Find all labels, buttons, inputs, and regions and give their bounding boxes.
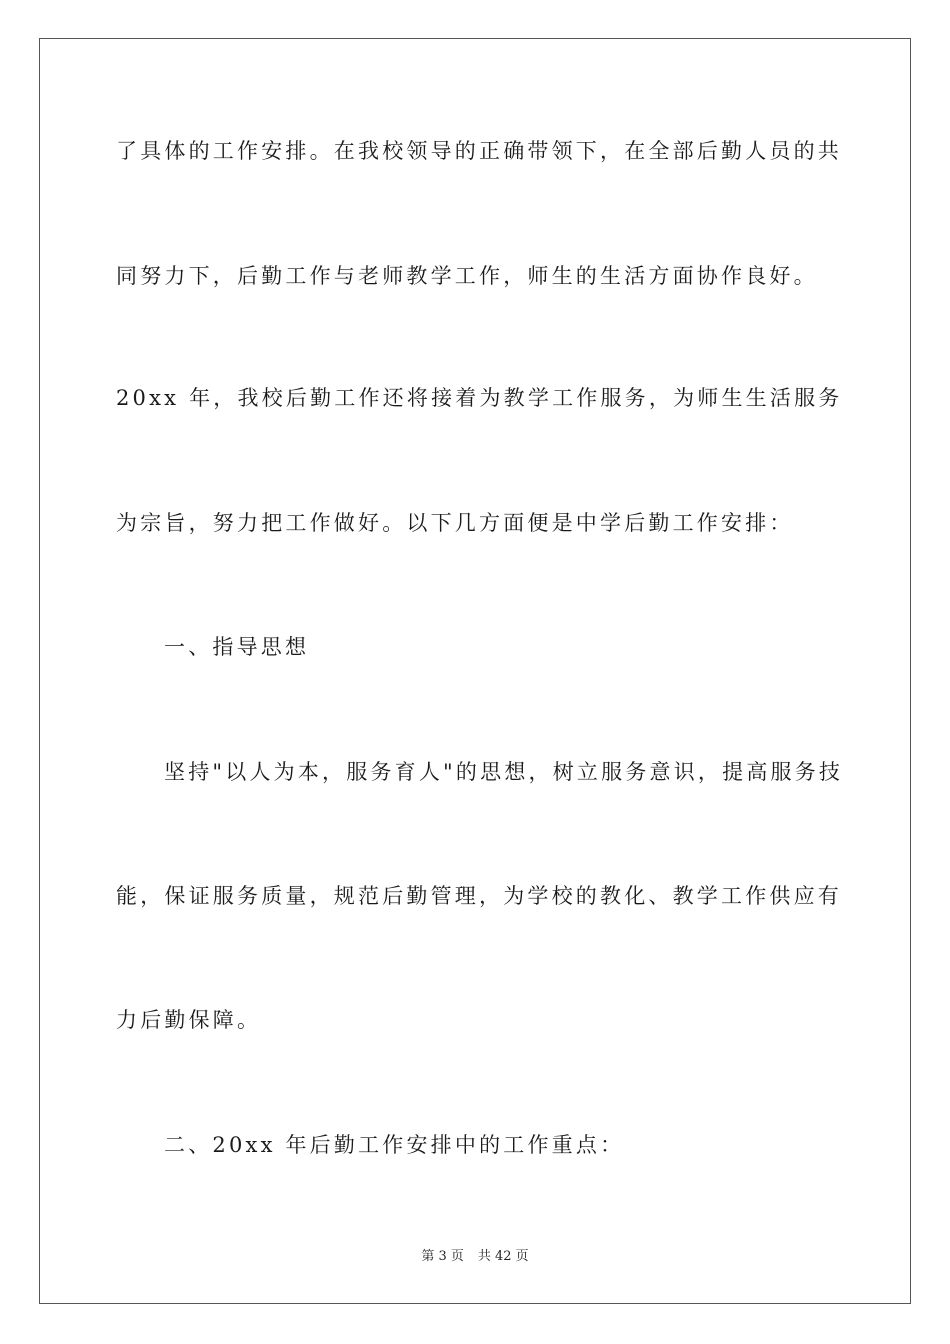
paragraph-line: 为宗旨，努力把工作做好。以下几方面便是中学后勤工作安排： [116, 511, 794, 535]
paragraph-line: 同努力下，后勤工作与老师教学工作，师生的生活方面协作良好。 [116, 264, 818, 288]
paragraph-line: 坚持"以人为本，服务育人"的思想，树立服务意识，提高服务技 [164, 760, 844, 784]
page-border [39, 38, 911, 1304]
page-number: 第 3 页 [421, 1249, 464, 1264]
page-total: 共 42 页 [477, 1249, 529, 1264]
paragraph-line: 20xx 年，我校后勤工作还将接着为教学工作服务，为师生生活服务 [116, 386, 843, 410]
paragraph-line: 了具体的工作安排。在我校领导的正确带领下，在全部后勤人员的共 [116, 139, 842, 163]
section-heading: 一、指导思想 [164, 635, 310, 659]
page-footer [0, 1248, 950, 1266]
paragraph-line: 能，保证服务质量，规范后勤管理，为学校的教化、教学工作供应有 [116, 884, 842, 908]
paragraph-line: 力后勤保障。 [116, 1008, 262, 1032]
section-heading: 二、20xx 年后勤工作安排中的工作重点： [164, 1133, 625, 1157]
